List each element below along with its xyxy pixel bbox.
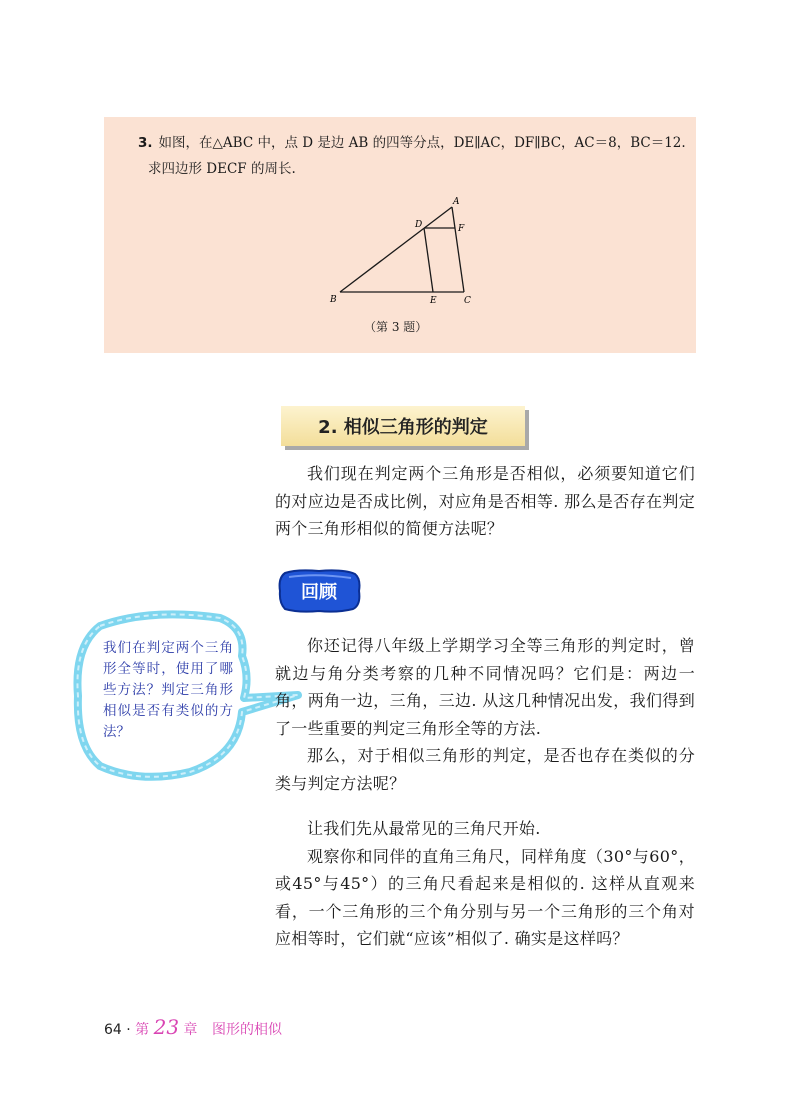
chapter-number: 23 (153, 1015, 180, 1039)
label-d: D (415, 220, 423, 230)
page-footer (104, 1015, 282, 1039)
label-c: C (464, 296, 471, 305)
review-paragraph-2: 那么，对于相似三角形的判定，是否也存在类似的分类与判定方法呢？ (275, 746, 695, 793)
segment-de (424, 228, 433, 292)
review-badge-label: 回顾 (301, 582, 337, 603)
label-a: A (453, 197, 460, 207)
label-e: E (430, 296, 437, 305)
intro-text: 我们现在判定两个三角形是否相似，必须要知道它们的对应边是否成比例，对应角是否相等. 那么是否存在判定两个三角形相似的简便方法呢？ (275, 464, 695, 538)
chapter-prefix: 第 (135, 1022, 150, 1038)
review-paragraph-1: 你还记得八年级上学期学习全等三角形的判定时，曾就边与角分类考察的几种不同情况吗？它们是：两边一角，两角一边，三角，三边. 从这几种情况出发，我们得到了一些重要的判定三角形全等的方法. (275, 636, 695, 738)
exercise-text-1: 如图，在△ABC 中，点 D 是边 AB 的四等分点，DE∥AC，DF∥BC，AC＝8，BC＝12. (158, 135, 686, 151)
exercise-box (104, 117, 696, 353)
exercise-number: 3. (138, 135, 153, 151)
sidebar-note: 我们在判定两个三角形全等时，使用了哪些方法？判定三角形相似是否有类似的方法？ (103, 640, 233, 740)
body-paragraphs (275, 815, 695, 953)
triangle-figure (328, 195, 478, 305)
intro-paragraph (275, 460, 695, 543)
thought-bubble (70, 606, 302, 786)
exercise-line-2: 求四边形 DECF 的周长. (148, 161, 296, 177)
side-ac (452, 207, 464, 292)
figure-caption: （第 3 题） (364, 320, 428, 334)
label-f: F (458, 224, 465, 234)
page-number: 64 · (104, 1022, 131, 1038)
label-b: B (330, 295, 337, 305)
body-paragraph-1: 让我们先从最常见的三角尺开始. (307, 819, 541, 838)
side-ab (340, 207, 452, 292)
chapter-suffix: 章 (183, 1022, 198, 1038)
section-title: 2. 相似三角形的判定 (281, 406, 525, 446)
body-paragraph-2: 观察你和同伴的直角三角尺，同样角度（30°与60°，或45°与45°）的三角尺看起来是相似的. 这样从直观来看，一个三角形的三个角分别与另一个三角形的三个角对应相等时，它们就“应该”相似了. 确实是这样吗？ (275, 846, 695, 948)
exercise-line-1 (138, 133, 686, 153)
review-paragraphs (275, 632, 695, 797)
chapter-title: 图形的相似 (211, 1022, 282, 1038)
